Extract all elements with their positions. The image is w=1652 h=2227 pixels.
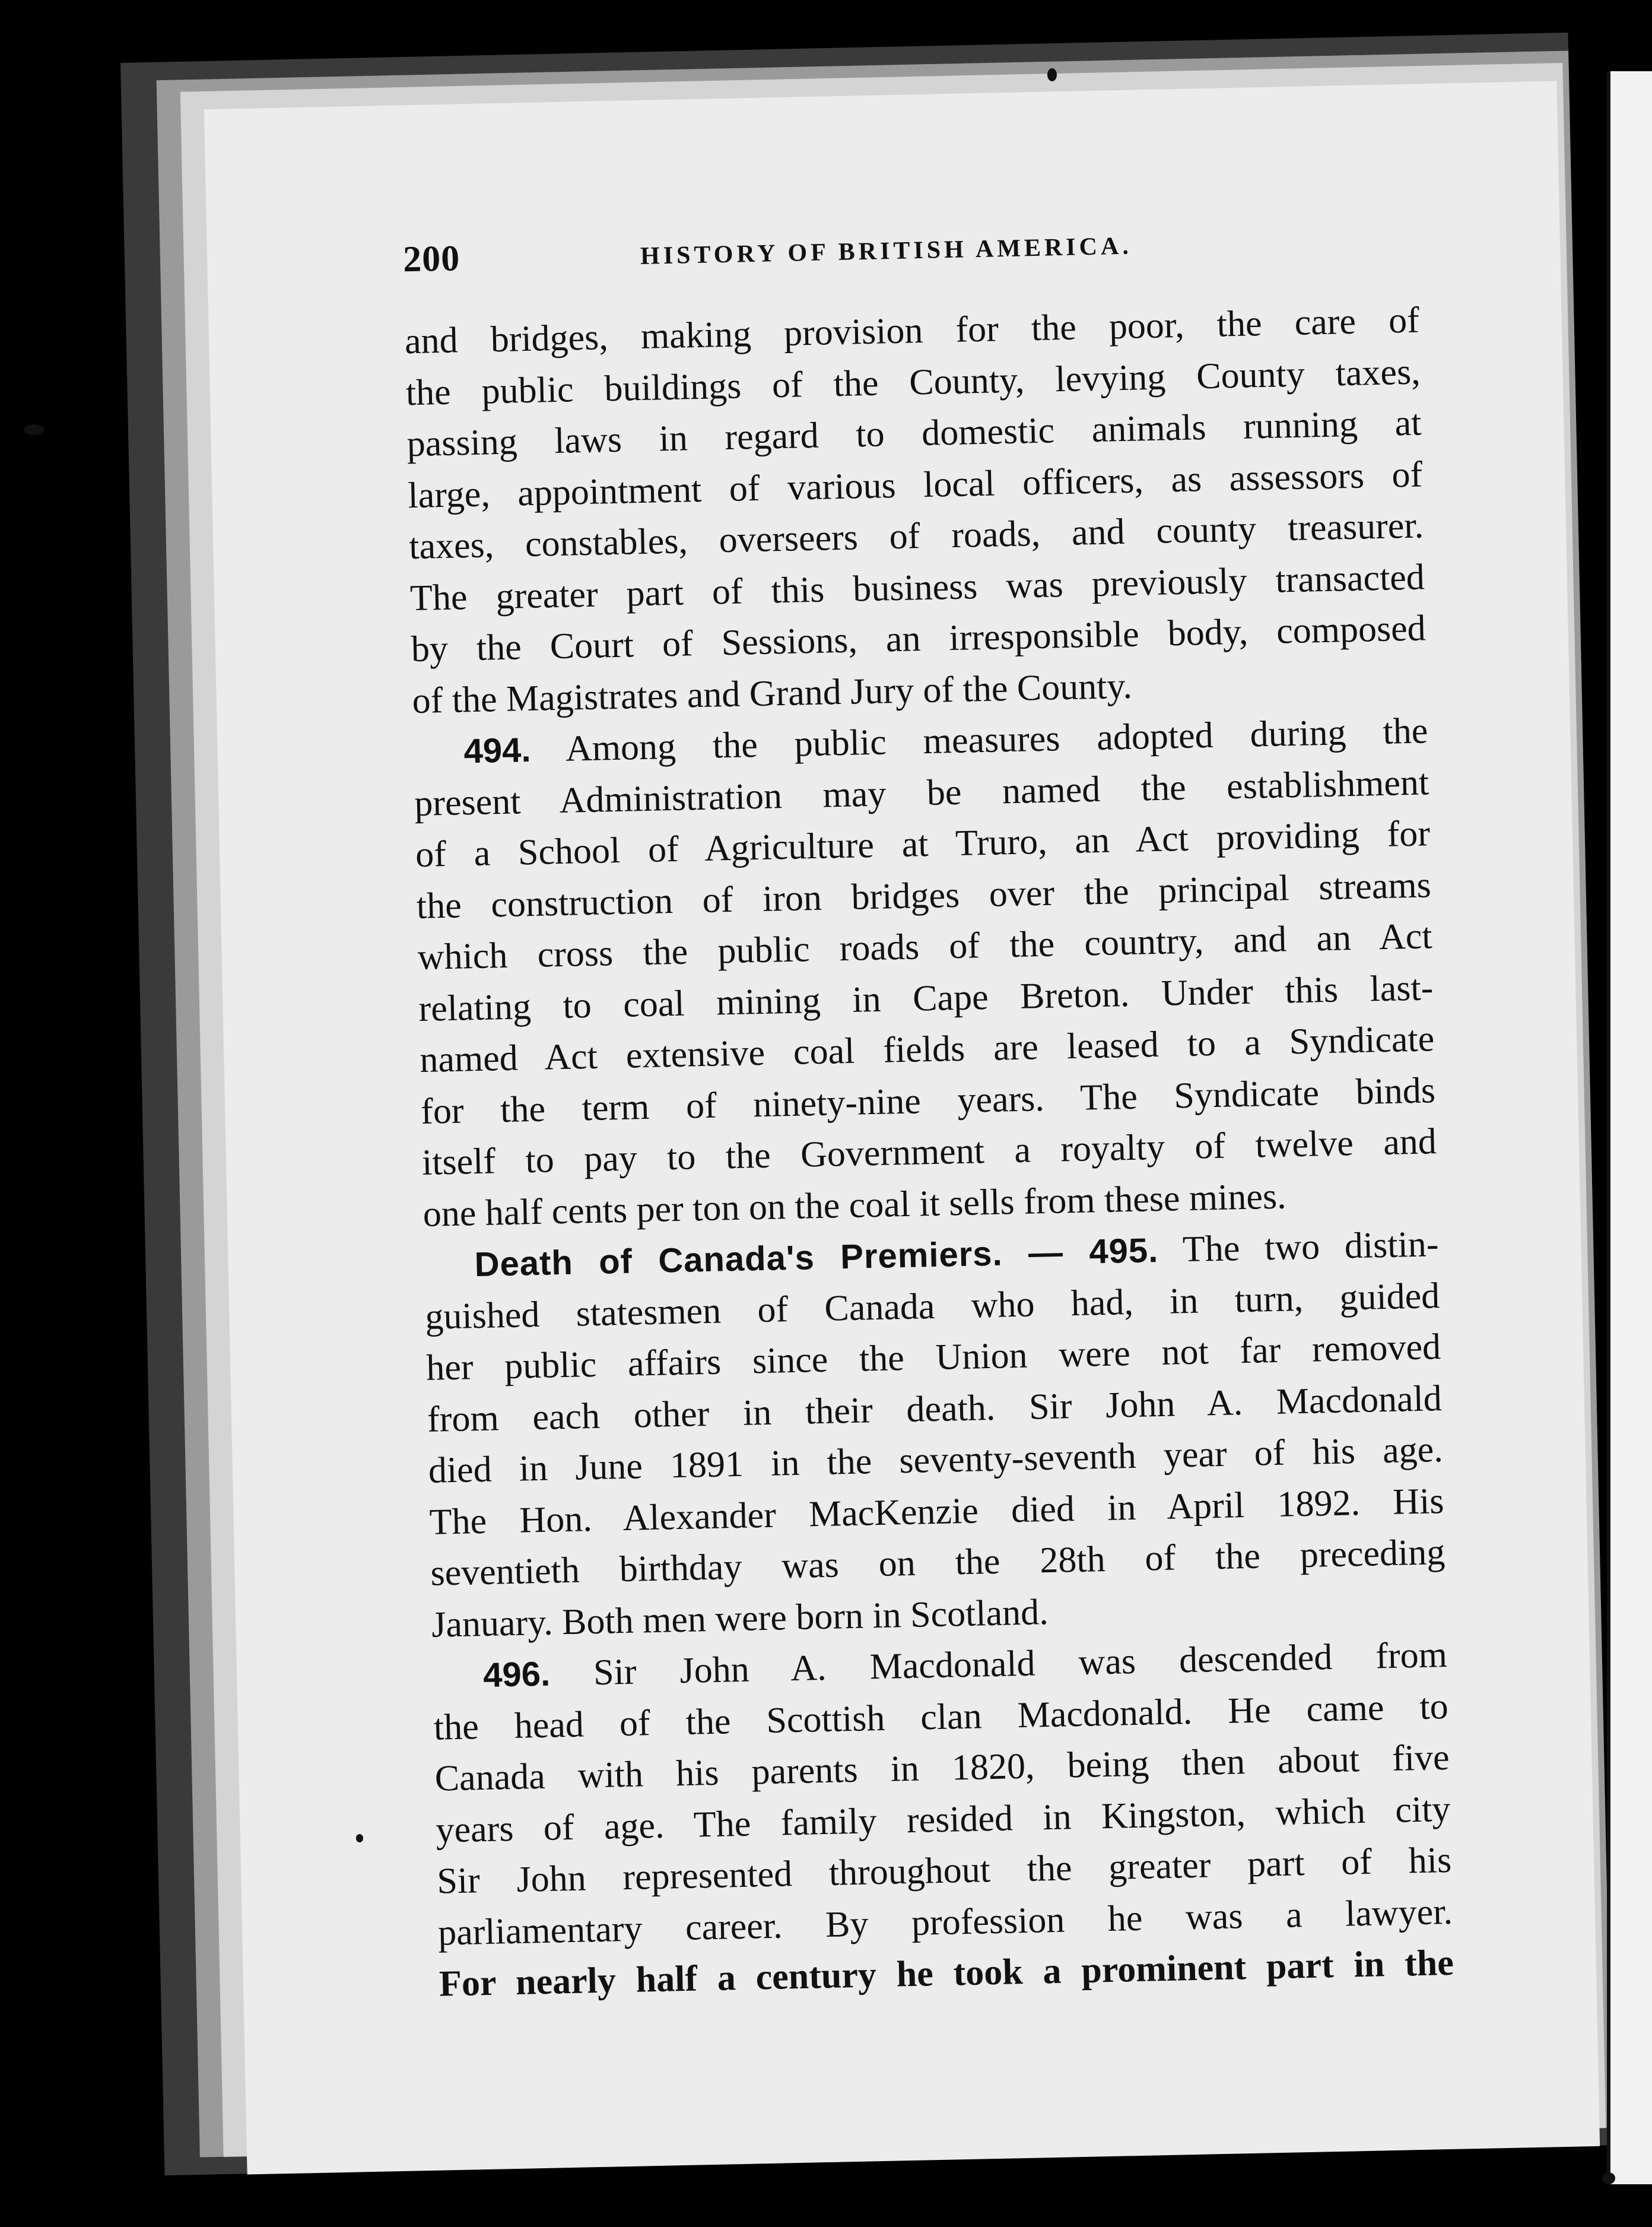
text-line: years of age. The family resided in Kingston, which city (435, 1788, 1451, 1851)
text-line: itself to pay to the Government a royalty of twelve and (421, 1121, 1437, 1183)
text-line: The Hon. Alexander MacKenzie died in April 1892. His (429, 1480, 1445, 1543)
page-header (402, 223, 1175, 298)
text-line: from each other in their death. Sir John A. Macdonald (427, 1378, 1443, 1440)
text-line: which cross the public roads of the country, and an Act (417, 916, 1433, 978)
text-line: passing laws in regard to domestic animals running at (406, 402, 1422, 465)
paragraph-number: 496. (482, 1654, 551, 1695)
text-fragment: The two distin- (1182, 1224, 1440, 1270)
text-line: the public buildings of the County, levying County taxes, (405, 351, 1421, 413)
text-line: and bridges, making provision for the poor, the care of (404, 300, 1420, 362)
text-line: The greater part of this business was previously transacted (409, 556, 1425, 618)
page-number: 200 (402, 238, 460, 280)
text-line: relating to coal mining in Cape Breton. Under this last- (418, 967, 1434, 1029)
text-line: named Act extensive coal fields are leased to a Syndicate (419, 1019, 1435, 1080)
text-fragment: Among the public measures adopted during the (565, 710, 1428, 769)
text-line: seventieth birthday was on the 28th of the preceding (430, 1531, 1446, 1594)
scan-speck (356, 1834, 363, 1842)
scan-speck (1602, 2172, 1615, 2184)
text-line: her public affairs since the Union were not far removed (425, 1327, 1441, 1388)
text-line: January. Both men were born in Scotland. (431, 1591, 1049, 1645)
body-text (404, 294, 1454, 2010)
text-line: parliamentary career. By profession he was a lawyer. (437, 1891, 1453, 1953)
text-line: by the Court of Sessions, an irresponsible body, composed (411, 608, 1427, 670)
text-line: guished statesmen of Canada who had, in turn, guided (424, 1275, 1440, 1337)
text-line: died in June 1891 in the seventy-seventh year of his age. (428, 1429, 1444, 1491)
text-line: the construction of iron bridges over the principal streams (416, 864, 1432, 927)
text-line: one half cents per ton on the coal it sells from these mines. (422, 1175, 1287, 1235)
text-line: of the Magistrates and Grand Jury of the County. (412, 665, 1133, 721)
text-line: taxes, constables, overseers of roads, and county treasurer. (408, 505, 1424, 567)
scan-speck (24, 424, 44, 435)
running-title: HISTORY OF BRITISH AMERICA. (640, 232, 1133, 270)
text-line: For nearly half a century he took a prominent part in the (439, 1942, 1454, 2004)
text-line: present Administration may be named the establishment (414, 762, 1429, 824)
text-line: the head of the Scottish clan Macdonald. He came to (433, 1686, 1449, 1748)
text-fragment: Sir John A. Macdonald was descended from (593, 1634, 1448, 1693)
scan-speck (1047, 68, 1057, 81)
text-line: Sir John represented throughout the greater part of his (436, 1839, 1452, 1902)
text-line: for the term of ninety-nine years. The Syndicate binds (420, 1070, 1436, 1132)
text-line: Canada with his parents in 1820, being then about five (434, 1737, 1450, 1799)
section-heading: Death of Canada's Premiers. — 495. (474, 1230, 1159, 1284)
text-line: of a School of Agriculture at Truro, an Act providing for (415, 813, 1431, 875)
book-page (204, 81, 1600, 2175)
facing-page-edge (1607, 71, 1652, 2184)
paragraph-number: 494. (463, 730, 532, 771)
text-line: large, appointment of various local officers, as assessors of (407, 453, 1423, 516)
